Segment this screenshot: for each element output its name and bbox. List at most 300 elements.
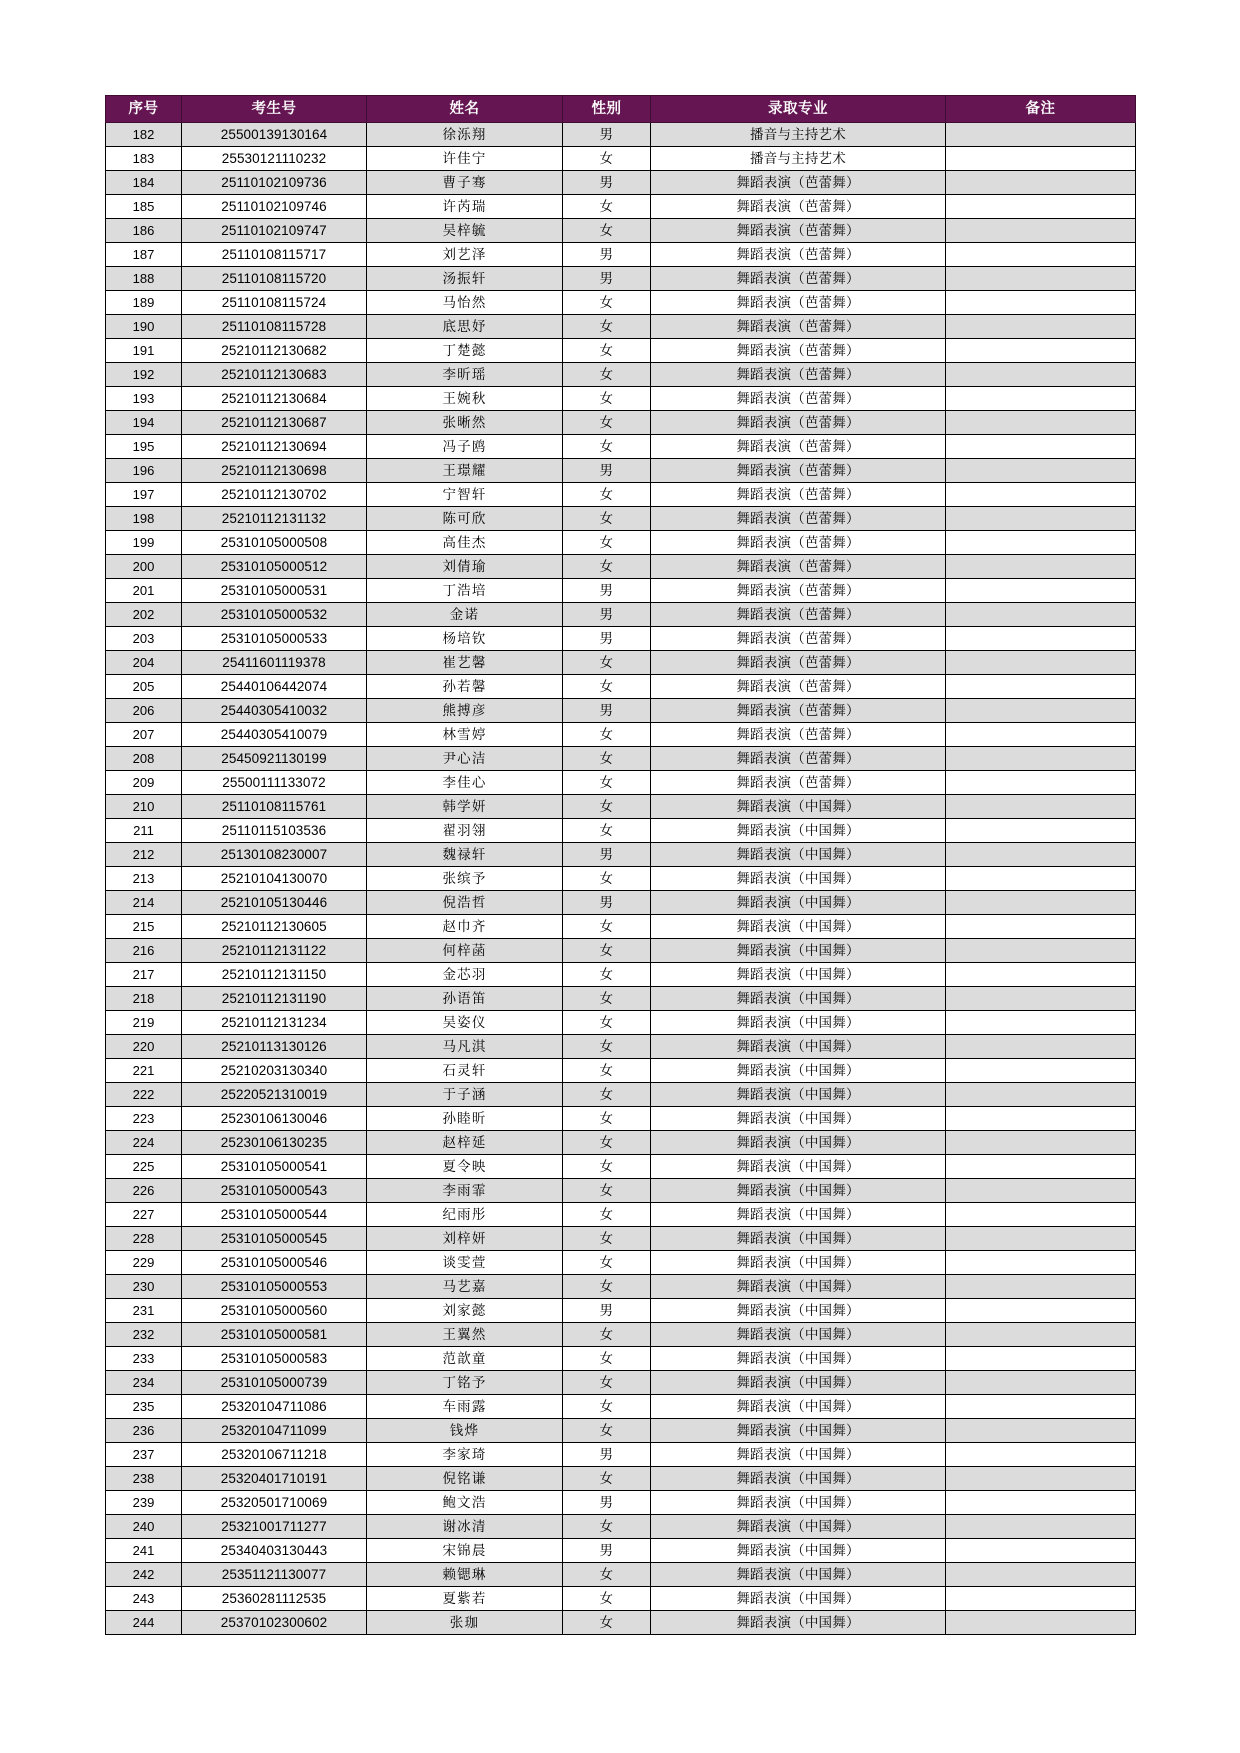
cell-gender: 女: [563, 723, 651, 747]
cell-examno: 25310105000533: [182, 627, 367, 651]
cell-major: 舞蹈表演（芭蕾舞）: [651, 315, 946, 339]
cell-remark: [946, 339, 1136, 363]
cell-examno: 25310105000531: [182, 579, 367, 603]
table-row: [106, 435, 1136, 459]
cell-index: 231: [106, 1299, 182, 1323]
cell-index: 229: [106, 1251, 182, 1275]
cell-name: 金芯羽: [367, 963, 563, 987]
cell-examno: 25440305410079: [182, 723, 367, 747]
cell-examno: 25310105000541: [182, 1155, 367, 1179]
cell-examno: 25320401710191: [182, 1467, 367, 1491]
cell-major: 舞蹈表演（中国舞）: [651, 1563, 946, 1587]
cell-gender: 女: [563, 1131, 651, 1155]
cell-index: 227: [106, 1203, 182, 1227]
cell-examno: 25500139130164: [182, 123, 367, 147]
cell-gender: 女: [563, 939, 651, 963]
table-row: [106, 987, 1136, 1011]
cell-major: 舞蹈表演（中国舞）: [651, 1467, 946, 1491]
cell-gender: 女: [563, 1323, 651, 1347]
cell-examno: 25320106711218: [182, 1443, 367, 1467]
cell-major: 舞蹈表演（芭蕾舞）: [651, 579, 946, 603]
cell-major: 舞蹈表演（芭蕾舞）: [651, 411, 946, 435]
cell-remark: [946, 435, 1136, 459]
cell-major: 播音与主持艺术: [651, 123, 946, 147]
cell-major: 舞蹈表演（芭蕾舞）: [651, 747, 946, 771]
cell-index: 200: [106, 555, 182, 579]
cell-remark: [946, 411, 1136, 435]
cell-gender: 女: [563, 315, 651, 339]
cell-name: 陈可欣: [367, 507, 563, 531]
cell-major: 舞蹈表演（中国舞）: [651, 1179, 946, 1203]
table-row: [106, 483, 1136, 507]
cell-name: 吴梓毓: [367, 219, 563, 243]
table-row: [106, 387, 1136, 411]
table-row: [106, 1443, 1136, 1467]
cell-remark: [946, 1203, 1136, 1227]
cell-gender: 男: [563, 627, 651, 651]
cell-gender: 男: [563, 267, 651, 291]
cell-name: 底思妤: [367, 315, 563, 339]
cell-major: 舞蹈表演（芭蕾舞）: [651, 675, 946, 699]
cell-name: 金诺: [367, 603, 563, 627]
cell-major: 舞蹈表演（中国舞）: [651, 1275, 946, 1299]
cell-name: 李昕瑶: [367, 363, 563, 387]
cell-name: 范歆童: [367, 1347, 563, 1371]
cell-name: 王璟耀: [367, 459, 563, 483]
cell-remark: [946, 1299, 1136, 1323]
cell-gender: 女: [563, 483, 651, 507]
cell-major: 舞蹈表演（中国舞）: [651, 1251, 946, 1275]
cell-major: 舞蹈表演（中国舞）: [651, 1203, 946, 1227]
table-row: [106, 339, 1136, 363]
cell-major: 舞蹈表演（芭蕾舞）: [651, 171, 946, 195]
table-row: [106, 1491, 1136, 1515]
cell-major: 舞蹈表演（中国舞）: [651, 1443, 946, 1467]
cell-index: 244: [106, 1611, 182, 1635]
cell-index: 185: [106, 195, 182, 219]
cell-examno: 25110108115720: [182, 267, 367, 291]
table-header: [106, 96, 1136, 123]
cell-index: 243: [106, 1587, 182, 1611]
table-row: [106, 1515, 1136, 1539]
cell-remark: [946, 291, 1136, 315]
cell-name: 许芮瑞: [367, 195, 563, 219]
table-row: [106, 1131, 1136, 1155]
cell-examno: 25320501710069: [182, 1491, 367, 1515]
cell-name: 谢冰清: [367, 1515, 563, 1539]
cell-remark: [946, 723, 1136, 747]
cell-name: 徐泺翔: [367, 123, 563, 147]
cell-name: 吴姿仪: [367, 1011, 563, 1035]
cell-name: 石灵轩: [367, 1059, 563, 1083]
cell-gender: 男: [563, 171, 651, 195]
table-row: [106, 843, 1136, 867]
cell-name: 孙语笛: [367, 987, 563, 1011]
table-row: [106, 579, 1136, 603]
table-row: [106, 819, 1136, 843]
cell-remark: [946, 1035, 1136, 1059]
cell-major: 舞蹈表演（芭蕾舞）: [651, 339, 946, 363]
cell-major: 舞蹈表演（芭蕾舞）: [651, 459, 946, 483]
cell-major: 舞蹈表演（中国舞）: [651, 1515, 946, 1539]
cell-index: 203: [106, 627, 182, 651]
cell-index: 192: [106, 363, 182, 387]
cell-major: 舞蹈表演（中国舞）: [651, 819, 946, 843]
table-row: [106, 1059, 1136, 1083]
cell-remark: [946, 1323, 1136, 1347]
cell-remark: [946, 1443, 1136, 1467]
column-header-name: 姓名: [367, 96, 563, 123]
cell-name: 杨培钦: [367, 627, 563, 651]
table-row: [106, 939, 1136, 963]
cell-name: 马凡淇: [367, 1035, 563, 1059]
cell-remark: [946, 483, 1136, 507]
cell-gender: 男: [563, 579, 651, 603]
cell-examno: 25210112131132: [182, 507, 367, 531]
cell-index: 183: [106, 147, 182, 171]
table-row: [106, 1275, 1136, 1299]
cell-name: 韩学妍: [367, 795, 563, 819]
cell-examno: 25110115103536: [182, 819, 367, 843]
cell-examno: 25210112130683: [182, 363, 367, 387]
cell-gender: 女: [563, 1563, 651, 1587]
cell-index: 209: [106, 771, 182, 795]
cell-remark: [946, 1515, 1136, 1539]
cell-gender: 女: [563, 1107, 651, 1131]
cell-remark: [946, 123, 1136, 147]
cell-examno: 25210112130694: [182, 435, 367, 459]
table-row: [106, 1299, 1136, 1323]
cell-remark: [946, 579, 1136, 603]
column-header-remark: 备注: [946, 96, 1136, 123]
cell-name: 宋锦晨: [367, 1539, 563, 1563]
cell-gender: 女: [563, 1059, 651, 1083]
cell-index: 184: [106, 171, 182, 195]
cell-remark: [946, 1275, 1136, 1299]
cell-index: 239: [106, 1491, 182, 1515]
cell-index: 226: [106, 1179, 182, 1203]
admitted-students-table: [105, 95, 1136, 1635]
cell-gender: 女: [563, 1227, 651, 1251]
cell-major: 舞蹈表演（中国舞）: [651, 795, 946, 819]
cell-index: 218: [106, 987, 182, 1011]
cell-remark: [946, 1083, 1136, 1107]
cell-name: 马艺嘉: [367, 1275, 563, 1299]
cell-examno: 25351121130077: [182, 1563, 367, 1587]
cell-examno: 25210112131150: [182, 963, 367, 987]
table-row: [106, 795, 1136, 819]
column-header-gender: 性别: [563, 96, 651, 123]
cell-index: 207: [106, 723, 182, 747]
column-header-examno: 考生号: [182, 96, 367, 123]
table-row: [106, 651, 1136, 675]
cell-examno: 25370102300602: [182, 1611, 367, 1635]
cell-examno: 25500111133072: [182, 771, 367, 795]
cell-major: 舞蹈表演（中国舞）: [651, 1491, 946, 1515]
table-row: [106, 1395, 1136, 1419]
cell-major: 舞蹈表演（芭蕾舞）: [651, 387, 946, 411]
cell-major: 舞蹈表演（中国舞）: [651, 1347, 946, 1371]
cell-examno: 25210112130698: [182, 459, 367, 483]
cell-major: 舞蹈表演（中国舞）: [651, 891, 946, 915]
cell-gender: 男: [563, 1443, 651, 1467]
cell-gender: 女: [563, 531, 651, 555]
cell-remark: [946, 795, 1136, 819]
table-row: [106, 1035, 1136, 1059]
cell-remark: [946, 555, 1136, 579]
cell-name: 赵梓延: [367, 1131, 563, 1155]
cell-remark: [946, 1179, 1136, 1203]
table-header-row: [106, 96, 1136, 123]
cell-remark: [946, 819, 1136, 843]
cell-gender: 女: [563, 339, 651, 363]
cell-index: 234: [106, 1371, 182, 1395]
cell-major: 舞蹈表演（中国舞）: [651, 1227, 946, 1251]
cell-major: 舞蹈表演（中国舞）: [651, 1299, 946, 1323]
table-row: [106, 1371, 1136, 1395]
cell-name: 鲍文浩: [367, 1491, 563, 1515]
cell-name: 刘倩瑜: [367, 555, 563, 579]
table-row: [106, 771, 1136, 795]
cell-remark: [946, 1467, 1136, 1491]
table-row: [106, 411, 1136, 435]
cell-major: 舞蹈表演（中国舞）: [651, 1059, 946, 1083]
cell-major: 舞蹈表演（芭蕾舞）: [651, 291, 946, 315]
cell-major: 舞蹈表演（中国舞）: [651, 1083, 946, 1107]
cell-gender: 女: [563, 1083, 651, 1107]
cell-remark: [946, 459, 1136, 483]
cell-examno: 25210112130702: [182, 483, 367, 507]
cell-major: 舞蹈表演（中国舞）: [651, 1587, 946, 1611]
cell-remark: [946, 1371, 1136, 1395]
cell-examno: 25210112131122: [182, 939, 367, 963]
cell-name: 倪铭谦: [367, 1467, 563, 1491]
cell-major: 舞蹈表演（中国舞）: [651, 1371, 946, 1395]
cell-gender: 女: [563, 195, 651, 219]
cell-remark: [946, 771, 1136, 795]
table-body: [106, 123, 1136, 1635]
table-row: [106, 603, 1136, 627]
cell-major: 舞蹈表演（中国舞）: [651, 1395, 946, 1419]
cell-major: 舞蹈表演（芭蕾舞）: [651, 531, 946, 555]
cell-index: 242: [106, 1563, 182, 1587]
cell-gender: 女: [563, 555, 651, 579]
cell-gender: 女: [563, 1611, 651, 1635]
cell-gender: 男: [563, 243, 651, 267]
cell-remark: [946, 1563, 1136, 1587]
cell-name: 夏令映: [367, 1155, 563, 1179]
cell-gender: 女: [563, 795, 651, 819]
cell-remark: [946, 867, 1136, 891]
cell-major: 舞蹈表演（中国舞）: [651, 1419, 946, 1443]
table-row: [106, 507, 1136, 531]
cell-gender: 女: [563, 219, 651, 243]
cell-index: 223: [106, 1107, 182, 1131]
cell-major: 舞蹈表演（芭蕾舞）: [651, 723, 946, 747]
cell-index: 182: [106, 123, 182, 147]
cell-name: 夏紫若: [367, 1587, 563, 1611]
cell-remark: [946, 1347, 1136, 1371]
cell-examno: 25321001711277: [182, 1515, 367, 1539]
cell-name: 宁智轩: [367, 483, 563, 507]
cell-name: 丁楚懿: [367, 339, 563, 363]
cell-index: 208: [106, 747, 182, 771]
cell-remark: [946, 147, 1136, 171]
table-row: [106, 459, 1136, 483]
cell-index: 193: [106, 387, 182, 411]
cell-name: 赖锶琳: [367, 1563, 563, 1587]
cell-examno: 25210104130070: [182, 867, 367, 891]
cell-name: 王翼然: [367, 1323, 563, 1347]
cell-index: 220: [106, 1035, 182, 1059]
cell-examno: 25310105000560: [182, 1299, 367, 1323]
cell-index: 230: [106, 1275, 182, 1299]
cell-examno: 25210112130687: [182, 411, 367, 435]
cell-name: 何梓菡: [367, 939, 563, 963]
table-row: [106, 747, 1136, 771]
cell-index: 241: [106, 1539, 182, 1563]
cell-examno: 25110102109736: [182, 171, 367, 195]
cell-index: 198: [106, 507, 182, 531]
cell-examno: 25110108115761: [182, 795, 367, 819]
cell-index: 216: [106, 939, 182, 963]
cell-name: 翟羽翎: [367, 819, 563, 843]
cell-name: 刘梓妍: [367, 1227, 563, 1251]
cell-major: 舞蹈表演（中国舞）: [651, 1011, 946, 1035]
table-row: [106, 555, 1136, 579]
cell-examno: 25230106130046: [182, 1107, 367, 1131]
cell-major: 舞蹈表演（中国舞）: [651, 1323, 946, 1347]
cell-gender: 女: [563, 675, 651, 699]
cell-major: 舞蹈表演（芭蕾舞）: [651, 507, 946, 531]
cell-name: 谈雯萱: [367, 1251, 563, 1275]
cell-remark: [946, 963, 1136, 987]
cell-remark: [946, 531, 1136, 555]
cell-index: 237: [106, 1443, 182, 1467]
cell-index: 222: [106, 1083, 182, 1107]
cell-major: 舞蹈表演（中国舞）: [651, 939, 946, 963]
table-row: [106, 1611, 1136, 1635]
cell-examno: 25360281112535: [182, 1587, 367, 1611]
cell-remark: [946, 603, 1136, 627]
cell-major: 舞蹈表演（芭蕾舞）: [651, 771, 946, 795]
cell-name: 张晰然: [367, 411, 563, 435]
cell-major: 舞蹈表演（中国舞）: [651, 963, 946, 987]
table-row: [106, 699, 1136, 723]
cell-examno: 25110102109746: [182, 195, 367, 219]
cell-examno: 25320104711086: [182, 1395, 367, 1419]
cell-name: 孙若馨: [367, 675, 563, 699]
cell-index: 236: [106, 1419, 182, 1443]
cell-examno: 25210113130126: [182, 1035, 367, 1059]
cell-remark: [946, 915, 1136, 939]
cell-major: 舞蹈表演（芭蕾舞）: [651, 603, 946, 627]
cell-remark: [946, 651, 1136, 675]
cell-remark: [946, 1491, 1136, 1515]
cell-index: 196: [106, 459, 182, 483]
cell-remark: [946, 1611, 1136, 1635]
cell-gender: 女: [563, 507, 651, 531]
cell-major: 舞蹈表演（芭蕾舞）: [651, 627, 946, 651]
cell-index: 186: [106, 219, 182, 243]
table-row: [106, 315, 1136, 339]
cell-major: 舞蹈表演（芭蕾舞）: [651, 219, 946, 243]
cell-gender: 男: [563, 1491, 651, 1515]
cell-name: 熊搏彦: [367, 699, 563, 723]
cell-remark: [946, 507, 1136, 531]
cell-major: 舞蹈表演（芭蕾舞）: [651, 555, 946, 579]
cell-examno: 25310105000553: [182, 1275, 367, 1299]
cell-examno: 25440106442074: [182, 675, 367, 699]
cell-examno: 25230106130235: [182, 1131, 367, 1155]
cell-name: 崔艺馨: [367, 651, 563, 675]
cell-examno: 25110108115728: [182, 315, 367, 339]
cell-index: 233: [106, 1347, 182, 1371]
table-row: [106, 1587, 1136, 1611]
cell-name: 倪浩哲: [367, 891, 563, 915]
cell-name: 林雪婷: [367, 723, 563, 747]
cell-name: 张珈: [367, 1611, 563, 1635]
cell-index: 224: [106, 1131, 182, 1155]
cell-index: 214: [106, 891, 182, 915]
cell-remark: [946, 627, 1136, 651]
cell-gender: 女: [563, 1371, 651, 1395]
cell-examno: 25530121110232: [182, 147, 367, 171]
cell-examno: 25210112130684: [182, 387, 367, 411]
cell-gender: 女: [563, 987, 651, 1011]
cell-examno: 25210203130340: [182, 1059, 367, 1083]
cell-gender: 男: [563, 459, 651, 483]
cell-gender: 女: [563, 963, 651, 987]
table-row: [106, 1539, 1136, 1563]
cell-index: 212: [106, 843, 182, 867]
cell-index: 201: [106, 579, 182, 603]
cell-index: 187: [106, 243, 182, 267]
table-row: [106, 891, 1136, 915]
table-row: [106, 531, 1136, 555]
table-row: [106, 1467, 1136, 1491]
cell-name: 李佳心: [367, 771, 563, 795]
cell-major: 播音与主持艺术: [651, 147, 946, 171]
table-row: [106, 675, 1136, 699]
table-row: [106, 963, 1136, 987]
table-row: [106, 219, 1136, 243]
cell-name: 赵巾齐: [367, 915, 563, 939]
cell-major: 舞蹈表演（中国舞）: [651, 1107, 946, 1131]
cell-remark: [946, 747, 1136, 771]
cell-name: 车雨露: [367, 1395, 563, 1419]
cell-remark: [946, 267, 1136, 291]
table-row: [106, 1347, 1136, 1371]
cell-remark: [946, 1395, 1136, 1419]
cell-gender: 女: [563, 387, 651, 411]
table-row: [106, 1155, 1136, 1179]
cell-name: 冯子鸥: [367, 435, 563, 459]
cell-gender: 女: [563, 291, 651, 315]
cell-index: 197: [106, 483, 182, 507]
cell-major: 舞蹈表演（芭蕾舞）: [651, 195, 946, 219]
cell-remark: [946, 987, 1136, 1011]
table-row: [106, 243, 1136, 267]
cell-gender: 女: [563, 411, 651, 435]
table-row: [106, 723, 1136, 747]
cell-name: 于子涵: [367, 1083, 563, 1107]
table-row: [106, 1227, 1136, 1251]
cell-name: 汤振轩: [367, 267, 563, 291]
cell-index: 205: [106, 675, 182, 699]
table-row: [106, 1419, 1136, 1443]
cell-examno: 25210105130446: [182, 891, 367, 915]
